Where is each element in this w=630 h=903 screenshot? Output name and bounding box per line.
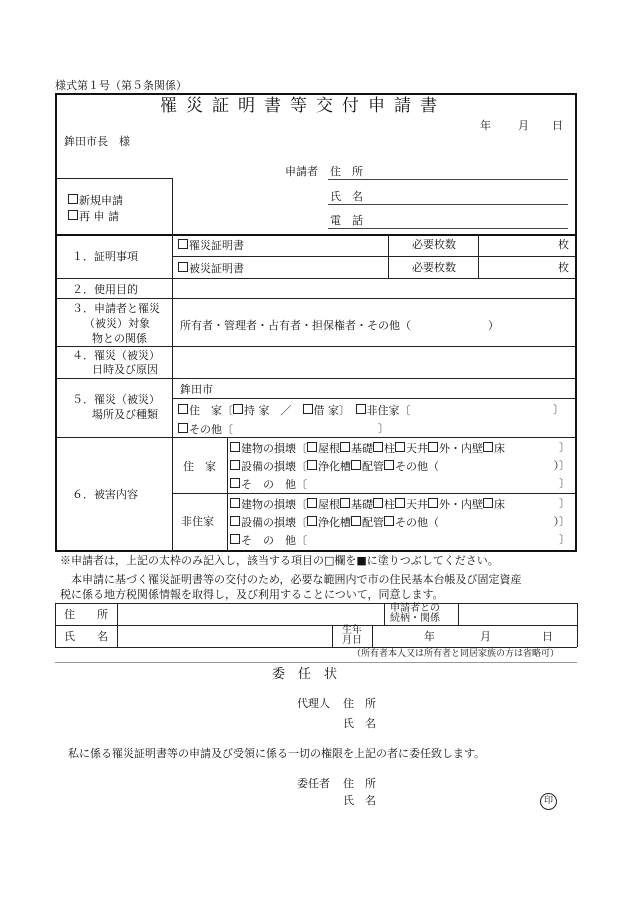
- relation-divider: [384, 603, 385, 625]
- checkbox-house[interactable]: [178, 404, 188, 414]
- birth-year: 年: [424, 630, 435, 643]
- applicant-label: 申請者: [285, 165, 318, 178]
- house-damage-item-1-4-checkbox[interactable]: [395, 442, 405, 452]
- house-damage-row-1-label: 建物の損壊〔: [241, 442, 307, 455]
- non-house-damage-item-1-2-checkbox[interactable]: [340, 498, 350, 508]
- frame-right: [575, 93, 577, 552]
- omit-note: （所有者本人又は所有者と同居家族の方は省略可）: [352, 649, 560, 659]
- house-damage-row-3-close: 〕: [559, 477, 570, 490]
- row2-label: ２．使用目的: [72, 283, 138, 296]
- row3-label-2: （被災）対象: [84, 317, 150, 330]
- new-label: 新規申請: [79, 194, 123, 207]
- house-damage-item-2-3-label: その他（: [395, 460, 439, 473]
- house-damage-item-2-2-label: 配管: [362, 460, 384, 473]
- non-house-damage-item-1-3-label: 柱: [384, 498, 395, 511]
- non-house-damage-row-1-checkbox[interactable]: [230, 498, 240, 508]
- agent-name-label: 氏 名: [343, 717, 376, 730]
- form-number: 様式第１号（第５条関係）: [55, 79, 187, 92]
- row3-bottom: [55, 346, 577, 347]
- applicant-phone-label: 電 話: [330, 214, 363, 227]
- table-top: [55, 234, 577, 236]
- non-house-damage-item-1-4-checkbox[interactable]: [395, 498, 405, 508]
- non-house-damage-item-1-4-label: 天井: [406, 498, 428, 511]
- damage-house-label: 住 家: [183, 460, 216, 473]
- principal-label: 委任者: [297, 777, 330, 790]
- type-box-right: [172, 178, 173, 234]
- non-house-damage-item-2-2-label: 配管: [362, 516, 384, 529]
- house-damage-item-1-1-label: 屋根: [318, 442, 340, 455]
- frame-bottom: [55, 550, 577, 552]
- house-damage-row-3-label: そ の 他〔: [241, 478, 307, 491]
- addressee: 鉾田市長 様: [64, 135, 130, 148]
- location-close3: 〕: [378, 422, 389, 435]
- frame-left: [55, 93, 57, 552]
- house-prefix: 住 家〔: [189, 404, 233, 417]
- checkbox-non-house[interactable]: [356, 404, 366, 414]
- row4-bottom: [55, 378, 577, 379]
- date-day: 日: [552, 119, 563, 132]
- birth-divider2: [372, 625, 373, 647]
- unit-1: 枚: [558, 238, 569, 251]
- delegation-title: 委 任 状: [272, 667, 338, 682]
- house-damage-item-1-6-label: 床: [494, 442, 505, 455]
- divider: [55, 662, 577, 663]
- row4-label-2: 日時及び原因: [92, 363, 158, 376]
- house-damage-item-2-2-checkbox[interactable]: [351, 460, 361, 470]
- non-house-damage-item-1-1-checkbox[interactable]: [307, 498, 317, 508]
- non-house-damage-item-1-6-label: 床: [494, 498, 505, 511]
- non-house-damage-row-2: [230, 516, 439, 528]
- birth-label-1: 生年: [342, 625, 362, 636]
- house-damage-item-1-5-checkbox[interactable]: [428, 442, 438, 452]
- relation-label-1: 申請者との: [390, 603, 440, 614]
- house-damage-item-2-1-checkbox[interactable]: [307, 460, 317, 470]
- non-house-damage-row-2-close: ）〕: [553, 515, 570, 528]
- principal-address-label: 住 所: [343, 777, 376, 790]
- other-location-label: その他〔: [189, 423, 233, 436]
- row5-label-1: ５．罹災（被災）: [72, 393, 160, 406]
- copies-label-1: 必要枚数: [412, 238, 456, 251]
- house-damage-item-1-6-checkbox[interactable]: [483, 442, 493, 452]
- house-damage-row-1-checkbox[interactable]: [230, 442, 240, 452]
- checkbox-new[interactable]: [68, 194, 123, 206]
- non-house-label: 非住家〔: [366, 404, 411, 417]
- checkbox-icon[interactable]: [68, 194, 78, 204]
- row5-bottom: [55, 437, 577, 438]
- copies-divider2: [478, 234, 479, 278]
- consent-table-top: [55, 603, 577, 604]
- non-house-damage-item-1-2-label: 基礎: [351, 498, 373, 511]
- row4-label-1: ４．罹災（被災）: [72, 349, 160, 362]
- consent-label-divider: [117, 603, 118, 647]
- checkbox-disaster-cert[interactable]: [178, 239, 244, 251]
- consent-table-bottom: [55, 647, 577, 648]
- house-damage-row-2: [230, 460, 439, 472]
- location-city: 鉾田市: [180, 383, 213, 396]
- birth-month: 月: [480, 630, 491, 643]
- non-house-damage-row-3-label: そ の 他〔: [241, 534, 307, 547]
- checkbox-own-house[interactable]: [233, 404, 243, 414]
- house-damage-row-3-checkbox[interactable]: [230, 478, 240, 488]
- house-damage-row-2-close: ）〕: [553, 459, 570, 472]
- type-box-top: [55, 178, 172, 179]
- non-house-damage-row-1-label: 建物の損壊〔: [241, 498, 307, 511]
- row1-bottom: [55, 278, 577, 279]
- house-damage-row-2-checkbox[interactable]: [230, 460, 240, 470]
- house-damage-item-1-3-label: 柱: [384, 442, 395, 455]
- location-house-row: [178, 404, 411, 416]
- instruction-note: ※申請者は，上記の太枠のみ記入し，該当する項目の□欄を■に塗りつぶしてください。: [60, 554, 499, 567]
- victim-cert-label: 被災証明書: [189, 262, 244, 275]
- house-damage-item-1-5-label: 外・内壁: [439, 442, 483, 455]
- damage-house-block: [230, 441, 570, 493]
- location-other-row: [178, 423, 233, 435]
- slash: ／: [280, 404, 292, 417]
- row2-bottom: [55, 298, 577, 299]
- consent-table-mid: [55, 625, 577, 626]
- non-house-damage-row-2-checkbox[interactable]: [230, 516, 240, 526]
- close1: 〕: [339, 404, 345, 417]
- checkbox-re[interactable]: [68, 210, 119, 222]
- house-damage-item-1-3-checkbox[interactable]: [373, 442, 383, 452]
- relation-label-2: 続柄・関係: [390, 613, 440, 624]
- relation-divider2: [458, 603, 459, 625]
- disaster-cert-label: 罹災証明書: [189, 239, 244, 252]
- principal-name-label: 氏 名: [343, 794, 376, 807]
- non-house-damage-item-1-1-label: 屋根: [318, 498, 340, 511]
- house-damage-item-1-2-label: 基礎: [351, 442, 373, 455]
- row3-label-1: ３．申請者と罹災: [72, 302, 160, 315]
- birth-divider: [332, 625, 333, 647]
- address-line: [328, 179, 568, 180]
- house-damage-row-1: [230, 442, 505, 454]
- non-house-damage-item-1-6-checkbox[interactable]: [483, 498, 493, 508]
- applicant-address-label: 住 所: [330, 165, 363, 178]
- consent-table-right: [577, 603, 578, 647]
- consent-address-label: 住 所: [64, 608, 108, 621]
- non-house-damage-row-1: [230, 498, 505, 510]
- damage-non-house-block: [230, 497, 570, 549]
- copies-label-2: 必要枚数: [412, 261, 456, 274]
- row1-label: １．証明事項: [72, 250, 138, 263]
- consent-line-1: 本申請に基づく罹災証明書等の交付のため，必要な範囲内で市の住民基本台帳及び固定資産: [60, 573, 522, 586]
- damage-non-house-label: 非住家: [181, 515, 214, 528]
- checkbox-icon[interactable]: [178, 239, 188, 249]
- applicant-name-label: 氏 名: [330, 190, 363, 203]
- birth-label-2: 月日: [342, 635, 362, 646]
- house-damage-row-1-close: 〕: [559, 441, 570, 454]
- non-house-damage-item-2-3-checkbox[interactable]: [384, 516, 394, 526]
- row6-mid: [172, 493, 575, 494]
- non-house-damage-item-2-2-checkbox[interactable]: [351, 516, 361, 526]
- house-damage-item-1-1-checkbox[interactable]: [307, 442, 317, 452]
- unit-2: 枚: [558, 261, 569, 274]
- row1-mid: [172, 256, 575, 257]
- location-close2: 〕: [553, 403, 564, 416]
- non-house-damage-item-1-3-checkbox[interactable]: [373, 498, 383, 508]
- consent-table-left: [55, 603, 56, 647]
- house-damage-item-2-3-checkbox[interactable]: [384, 460, 394, 470]
- phone-line: [328, 228, 568, 229]
- date-year: 年: [480, 119, 491, 132]
- consent-name-label: 氏 名: [64, 630, 108, 643]
- row5-label-2: 場所及び種類: [92, 408, 158, 421]
- house-damage-row-2-label: 設備の損壊〔: [241, 460, 307, 473]
- checkbox-rent-house[interactable]: [303, 404, 313, 414]
- re-label: 再 申 請: [79, 210, 119, 223]
- name-line: [328, 204, 568, 205]
- checkbox-icon[interactable]: [68, 210, 78, 220]
- row5-inner: [172, 398, 575, 399]
- non-house-damage-item-2-1-checkbox[interactable]: [307, 516, 317, 526]
- house-damage-item-2-1-label: 浄化槽: [318, 460, 351, 473]
- non-house-damage-row-3-checkbox[interactable]: [230, 534, 240, 544]
- seal-icon: 印: [540, 793, 557, 810]
- row6-label: ６．被害内容: [72, 488, 138, 501]
- agent-label: 代理人: [297, 697, 330, 710]
- agent-address-label: 住 所: [343, 697, 376, 710]
- checkbox-icon[interactable]: [178, 262, 188, 272]
- frame-top: [55, 93, 577, 95]
- checkbox-victim-cert[interactable]: [178, 262, 244, 274]
- non-house-damage-row-1-close: 〕: [559, 497, 570, 510]
- date-month: 月: [518, 119, 529, 132]
- house-damage-item-1-4-label: 天井: [406, 442, 428, 455]
- form-title: 罹災証明書等交付申請書: [160, 96, 446, 116]
- consent-line-2: 税に係る地方税関係情報を取得し，及び利用することについて，同意します。: [60, 588, 444, 601]
- non-house-damage-item-1-5-label: 外・内壁: [439, 498, 483, 511]
- delegation-text: 私に係る罹災証明書等の申請及び受領に係る一切の権限を上記の者に委任致します。: [68, 747, 486, 760]
- non-house-damage-item-2-3-label: その他（: [395, 516, 439, 529]
- row3-label-3: 物との関係: [92, 332, 147, 345]
- non-house-damage-item-2-1-label: 浄化槽: [318, 516, 351, 529]
- own-label: 持 家: [244, 404, 270, 417]
- house-damage-item-1-2-checkbox[interactable]: [340, 442, 350, 452]
- rent-label: 借 家: [313, 404, 339, 417]
- non-house-damage-row-3: [230, 534, 307, 546]
- birth-day: 日: [542, 630, 553, 643]
- non-house-damage-item-1-5-checkbox[interactable]: [428, 498, 438, 508]
- non-house-damage-row-3-close: 〕: [559, 533, 570, 546]
- label-column-divider: [172, 234, 173, 550]
- checkbox-other-location[interactable]: [178, 423, 188, 433]
- non-house-damage-row-2-label: 設備の損壊〔: [241, 516, 307, 529]
- copies-divider: [388, 234, 389, 278]
- relation-options[interactable]: 所有者・管理者・占有者・担保権者・その他（ ）: [180, 319, 499, 332]
- house-damage-row-3: [230, 478, 307, 490]
